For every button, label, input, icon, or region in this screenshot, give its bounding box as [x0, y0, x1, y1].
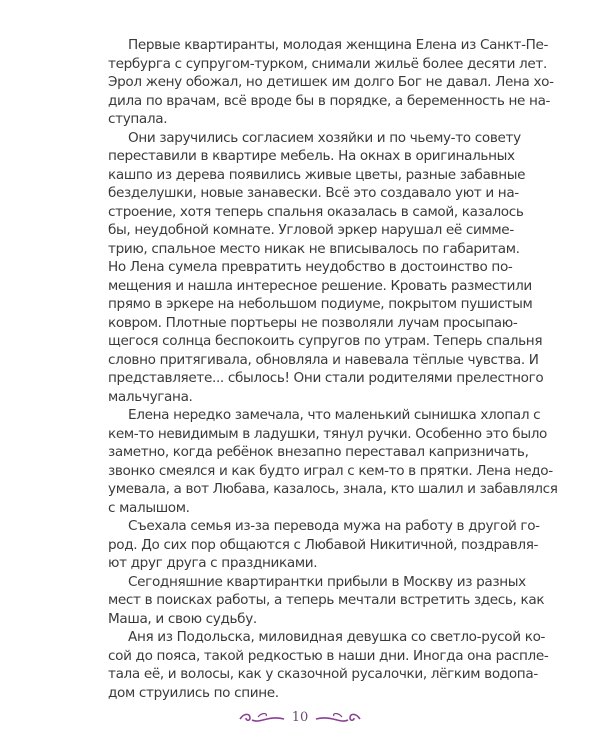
text-line: Маша, и свою судьбу.	[108, 610, 257, 627]
text-line: звонко смеялся и как будто играл с кем-то в прятки. Лена недо-	[108, 462, 553, 479]
text-line: Аня из Подольска, миловидная девушка со светло-русой ко-	[128, 629, 546, 645]
text-line: с малышом.	[108, 499, 190, 516]
text-line: Сегодняшние квартирантки прибыли в Москву из разных	[128, 573, 526, 590]
paragraph	[108, 36, 554, 129]
text-line: словно притягивала, обновляла и навевала тёплые чувства. И	[108, 351, 539, 368]
text-line: мальчугана.	[108, 388, 193, 405]
right-flourish-icon	[314, 711, 362, 725]
body-text	[108, 36, 558, 702]
text-line: Они заручились согласием хозяйки и по чьему-то совету	[128, 129, 521, 146]
text-line: прямо в эркере на небольшом подиуме, покрытом пушистым	[108, 296, 533, 312]
text-line: род. До сих пор общаются с Любавой Никитичной, поздравля-	[108, 536, 539, 553]
text-line: ступала.	[108, 111, 168, 127]
text-line: умевала, а вот Любава, казалось, знала, кто шалил и забавлялся	[108, 481, 558, 497]
text-line: мещения и нашла интересное решение. Кровать разместили	[108, 277, 532, 294]
text-line: дила по врачам, всё вроде бы в порядке, а беременность не на-	[108, 92, 551, 109]
text-line: Но Лена сумела превратить неудобство в достоинство по-	[108, 259, 513, 275]
text-line: бы, неудобной комнате. Угловой эркер нарушал её симме-	[108, 222, 514, 238]
text-line: кашпо из дерева появились живые цветы, разные забавные	[108, 166, 526, 183]
paragraph	[108, 573, 545, 629]
text-line: строение, хотя теперь спальня оказалась в самой, казалось	[108, 203, 524, 220]
text-line: Съехала семья из-за перевода мужа на работу в другой го-	[128, 518, 540, 534]
text-line: тала её, и волосы, как у сказочной русалочки, лёгким водопа-	[108, 666, 538, 682]
paragraph	[108, 406, 558, 517]
text-line: ковром. Плотные портьеры не позволяли лучам просыпаю-	[108, 314, 518, 331]
text-line: Эрол жену обожал, но детишек им долго Бог не давал. Лена хо-	[108, 74, 554, 90]
text-line: представляете... сбылось! Они стали родителями прелестного	[108, 370, 544, 386]
paragraph	[108, 517, 540, 573]
page-footer	[0, 710, 600, 725]
text-line: трию, спальное место никак не вписывалось по габаритам.	[108, 240, 520, 257]
text-line: щегося солнца беспокоить супругов по утрам. Теперь спальня	[108, 333, 543, 349]
text-line: ют друг друга с праздниками.	[108, 555, 318, 571]
paragraph	[108, 628, 549, 702]
text-line: мест в поисках работы, а теперь мечтали встретить здесь, как	[108, 592, 545, 608]
text-line: сой до пояса, такой редкостью в наши дни. Иногда она распле-	[108, 647, 549, 664]
paragraph	[108, 129, 544, 407]
text-line: переставили в квартире мебель. На окнах в оригинальных	[108, 148, 515, 164]
text-line: Первые квартиранты, молодая женщина Елена из Санкт-Пе-	[128, 37, 549, 53]
text-line: заметно, когда ребёнок внезапно переставал капризничать,	[108, 444, 529, 460]
text-line: безделушки, новые занавески. Всё это создавало уют и на-	[108, 185, 519, 201]
text-line: тербурга с супругом-турком, снимали жильё более десяти лет.	[108, 55, 547, 72]
text-line: кем-то невидимым в ладушки, тянул ручки. Особенно это было	[108, 425, 548, 442]
text-line: дом струились по спине.	[108, 684, 279, 701]
left-flourish-icon	[238, 711, 286, 725]
text-line: Елена нередко замечала, что маленький сынишка хлопал с	[128, 407, 541, 423]
page-number: 10	[291, 710, 309, 725]
